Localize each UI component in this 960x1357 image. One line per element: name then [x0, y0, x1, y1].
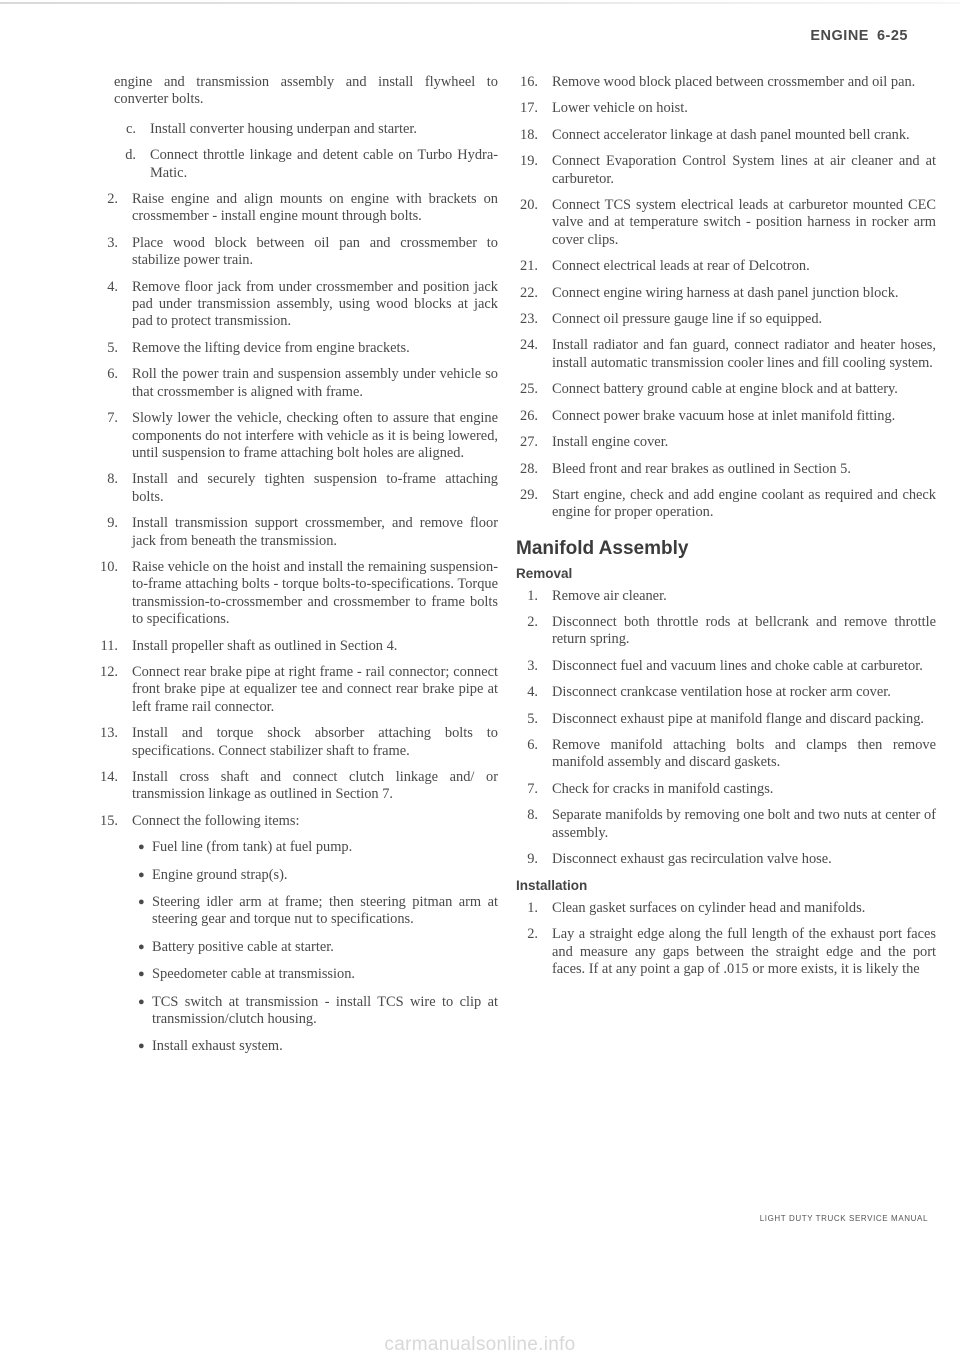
- step-number: 26.: [520, 407, 538, 424]
- step-text: Install and torque shock absorber attaching bolts to specifications. Connect stabilizer shaft to frame.: [132, 725, 498, 759]
- step-number: 21.: [520, 258, 538, 275]
- step: [100, 663, 498, 716]
- substep-letter: d.: [125, 147, 136, 164]
- step-number: 15.: [100, 812, 118, 829]
- step-number: 10.: [100, 558, 118, 575]
- step: [100, 637, 498, 655]
- bullet-icon: ●: [138, 1040, 145, 1053]
- step-number: 1.: [527, 899, 538, 916]
- step-number: 3.: [107, 234, 118, 251]
- list-item-text: Battery positive cable at starter.: [152, 938, 334, 955]
- step-text: Install propeller shaft as outlined in Section 4.: [132, 637, 398, 654]
- step-text: Bleed front and rear brakes as outlined in Section 5.: [552, 460, 851, 477]
- step-number: 9.: [527, 851, 538, 867]
- header-section: ENGINE: [810, 28, 869, 44]
- installation-step: [516, 926, 936, 978]
- bullet-icon: ●: [138, 968, 145, 981]
- removal-step: [516, 781, 936, 798]
- step-number: 29.: [520, 486, 538, 503]
- step-number: 9.: [107, 515, 118, 532]
- top-rule: [0, 2, 960, 4]
- step-text: Install and securely tighten suspension to-frame attaching bolts.: [132, 471, 498, 505]
- step: [107, 339, 498, 357]
- bullet-icon: ●: [138, 868, 145, 881]
- step-text: Install transmission support crossmember, and remove floor jack from beneath the transmission.: [132, 515, 498, 549]
- step-text: Remove air cleaner.: [552, 587, 667, 604]
- step-number: 18.: [520, 126, 538, 143]
- removal-step: [516, 711, 936, 728]
- step-text: Connect engine wiring harness at dash panel junction block.: [552, 284, 899, 301]
- step-text: Clean gasket surfaces on cylinder head and manifolds.: [552, 899, 866, 916]
- step: [107, 471, 498, 506]
- step-number: 20.: [520, 197, 538, 214]
- substep: [114, 121, 498, 138]
- step-text: Start engine, check and add engine coolant as required and check engine for proper operation.: [552, 486, 936, 521]
- step-number: 1.: [527, 587, 538, 604]
- step-text: Disconnect both throttle rods at bellcrank and remove throttle return spring.: [552, 613, 936, 648]
- step-text: Roll the power train and suspension assembly under vehicle so that crossmember is aligned with frame.: [132, 366, 498, 400]
- step: [100, 812, 498, 830]
- step-number: 3.: [527, 657, 538, 674]
- bullet-icon: ●: [138, 940, 145, 953]
- step: [516, 487, 936, 522]
- step: [516, 100, 936, 117]
- bullet-icon: ●: [138, 995, 145, 1008]
- step-number: 2.: [527, 613, 538, 630]
- step-text: Connect oil pressure gauge line if so equipped.: [552, 311, 823, 328]
- list-item: [114, 939, 498, 956]
- removal-step: [516, 614, 936, 649]
- step: [107, 191, 498, 226]
- removal-step: [516, 588, 936, 605]
- step: [516, 197, 936, 249]
- step-number: 5.: [107, 339, 118, 356]
- step-text: Remove wood block placed between crossmember and oil pan.: [552, 74, 916, 90]
- step-text: Remove manifold attaching bolts and clamps then remove manifold assembly and discard gaskets.: [552, 736, 936, 771]
- step-number: 2.: [107, 191, 118, 208]
- step-number: 22.: [520, 284, 538, 301]
- step-number: 4.: [527, 684, 538, 701]
- bullet-icon: ●: [138, 896, 145, 909]
- step: [516, 127, 936, 144]
- step: [516, 381, 936, 398]
- step-text: Place wood block between oil pan and crossmember to stabilize power train.: [132, 234, 498, 269]
- step-number: 2.: [527, 926, 538, 943]
- step-number: 8.: [107, 471, 118, 488]
- step-number: 8.: [527, 807, 538, 824]
- step-number: 4.: [107, 278, 118, 295]
- list-item-text: Install exhaust system.: [152, 1038, 283, 1055]
- substep-letter: c.: [126, 120, 136, 137]
- removal-step: [516, 684, 936, 701]
- step-text: Disconnect exhaust pipe at manifold flange and discard packing.: [552, 710, 925, 727]
- list-item-text: Steering idler arm at frame; then steering pitman arm at steering gear and torque nut to specifications.: [152, 894, 498, 928]
- substep-text: Connect throttle linkage and detent cable on Turbo Hydra-Matic.: [150, 147, 498, 181]
- step-number: 13.: [100, 725, 118, 742]
- step-text: Check for cracks in manifold castings.: [552, 780, 774, 797]
- manual-footer: LIGHT DUTY TRUCK SERVICE MANUAL: [759, 1214, 928, 1223]
- step: [516, 434, 936, 451]
- step: [516, 311, 936, 328]
- step-number: 5.: [527, 710, 538, 727]
- list-item-text: Speedometer cable at transmission.: [152, 966, 356, 983]
- right-column: [516, 74, 936, 987]
- step: [516, 408, 936, 425]
- step-text: Disconnect fuel and vacuum lines and choke cable at carburetor.: [552, 657, 923, 674]
- list-item: [114, 839, 498, 856]
- step-number: 23.: [520, 311, 538, 328]
- step-number: 6.: [107, 366, 118, 383]
- continuation-text: engine and transmission assembly and install flywheel to converter bolts.: [114, 74, 498, 108]
- step-number: 24.: [520, 337, 538, 354]
- step-text: Raise engine and align mounts on engine with brackets on crossmember - install engine mount through bolts.: [132, 191, 498, 225]
- list-item-text: TCS switch at transmission - install TCS wire to clip at transmission/clutch housing.: [152, 993, 498, 1028]
- step: [100, 725, 498, 760]
- step-number: 7.: [107, 410, 118, 427]
- step: [516, 285, 936, 302]
- step-text: Lower vehicle on hoist.: [552, 100, 688, 117]
- step-text: Connect accelerator linkage at dash panel mounted bell crank.: [552, 126, 910, 143]
- step: [107, 278, 498, 331]
- step-text: Lay a straight edge along the full length of the exhaust port faces and measure any gaps between the straight edge and the port faces. If at any point a gap of .015 or more exists, it is likely the: [552, 926, 936, 978]
- header-page-number: 6-25: [876, 28, 908, 44]
- step: [100, 769, 498, 804]
- step-text: Disconnect exhaust gas recirculation valve hose.: [552, 851, 832, 867]
- list-item: [114, 1038, 498, 1055]
- installation-step: [516, 900, 936, 917]
- step-text: Install engine cover.: [552, 434, 669, 451]
- step: [516, 461, 936, 478]
- step-text: Remove floor jack from under crossmember and position jack pad under transmission assembly, using wood blocks at jack pad to protect transmission.: [132, 278, 498, 330]
- step-text: Connect power brake vacuum hose at inlet manifold fitting.: [552, 407, 896, 424]
- step-text: Connect rear brake pipe at right frame - rail connector; connect front brake pipe at equalizer tee and connect rear brake pipe at left frame rail connector.: [132, 663, 498, 715]
- step: [516, 74, 936, 91]
- list-item: [114, 994, 498, 1029]
- step-text: Remove the lifting device from engine brackets.: [132, 339, 410, 356]
- step: [107, 515, 498, 550]
- list-item: [114, 894, 498, 929]
- substep: [114, 147, 498, 182]
- step-text: Connect Evaporation Control System lines at air cleaner and at carburetor.: [552, 153, 936, 187]
- step-text: Disconnect crankcase ventilation hose at rocker arm cover.: [552, 684, 891, 701]
- removal-step: [516, 807, 936, 842]
- step: [516, 337, 936, 372]
- section-title: Manifold Assembly: [516, 537, 689, 559]
- step-text: Separate manifolds by removing one bolt and two nuts at center of assembly.: [552, 807, 936, 841]
- step-text: Connect the following items:: [132, 812, 300, 829]
- removal-heading: Removal: [516, 566, 573, 582]
- step-text: Raise vehicle on the hoist and install the remaining suspension-to-frame attaching bolts - torque bolts-to-specifications. Torque transmission-to-crossmember and crossmember to frame bolts to specifications.: [132, 558, 498, 628]
- step: [107, 234, 498, 270]
- installation-heading: Installation: [516, 878, 588, 894]
- step-number: 6.: [527, 736, 538, 753]
- step-number: 7.: [527, 780, 538, 797]
- list-item: [114, 867, 498, 884]
- step-number: 16.: [520, 74, 538, 90]
- list-item-text: Engine ground strap(s).: [152, 866, 288, 883]
- step-number: 25.: [520, 381, 538, 398]
- step: [100, 558, 498, 629]
- bullet-icon: ●: [138, 841, 145, 854]
- step-text: Connect electrical leads at rear of Delcotron.: [552, 258, 810, 275]
- connect-items-list: [114, 839, 498, 1056]
- step-number: 19.: [520, 153, 538, 170]
- step-text: Slowly lower the vehicle, checking often to assure that engine components do not interfere with vehicle as it is being lowered, until suspension to frame attaching bolt holes are aligned.: [132, 410, 498, 461]
- step-number: 28.: [520, 460, 538, 477]
- removal-step: [516, 737, 936, 772]
- list-item-text: Fuel line (from tank) at fuel pump.: [152, 839, 353, 856]
- step: [107, 366, 498, 401]
- step: [516, 258, 936, 275]
- step: [516, 153, 936, 188]
- left-column: [100, 74, 498, 1066]
- running-head: [810, 28, 908, 44]
- substep-text: Install converter housing underpan and starter.: [150, 120, 417, 137]
- step-text: Install cross shaft and connect clutch linkage and/ or transmission linkage as outlined in Section 7.: [132, 769, 498, 803]
- step-text: Connect battery ground cable at engine block and at battery.: [552, 381, 898, 398]
- removal-step: [516, 851, 936, 868]
- step-text: Install radiator and fan guard, connect radiator and heater hoses, install automatic transmission cooler lines and fill cooling system.: [552, 337, 936, 371]
- removal-step: [516, 658, 936, 675]
- watermark: carmanualsonline.info: [384, 1334, 576, 1355]
- step-number: 14.: [100, 769, 118, 785]
- list-item: [114, 966, 498, 983]
- step: [107, 410, 498, 462]
- step-number: 11.: [100, 637, 118, 654]
- step-number: 27.: [520, 434, 538, 451]
- step-text: Connect TCS system electrical leads at carburetor mounted CEC valve and at temperature switch - position harness in rocker arm cover clips.: [552, 197, 936, 248]
- step-number: 12.: [100, 663, 118, 680]
- step-number: 17.: [520, 100, 538, 117]
